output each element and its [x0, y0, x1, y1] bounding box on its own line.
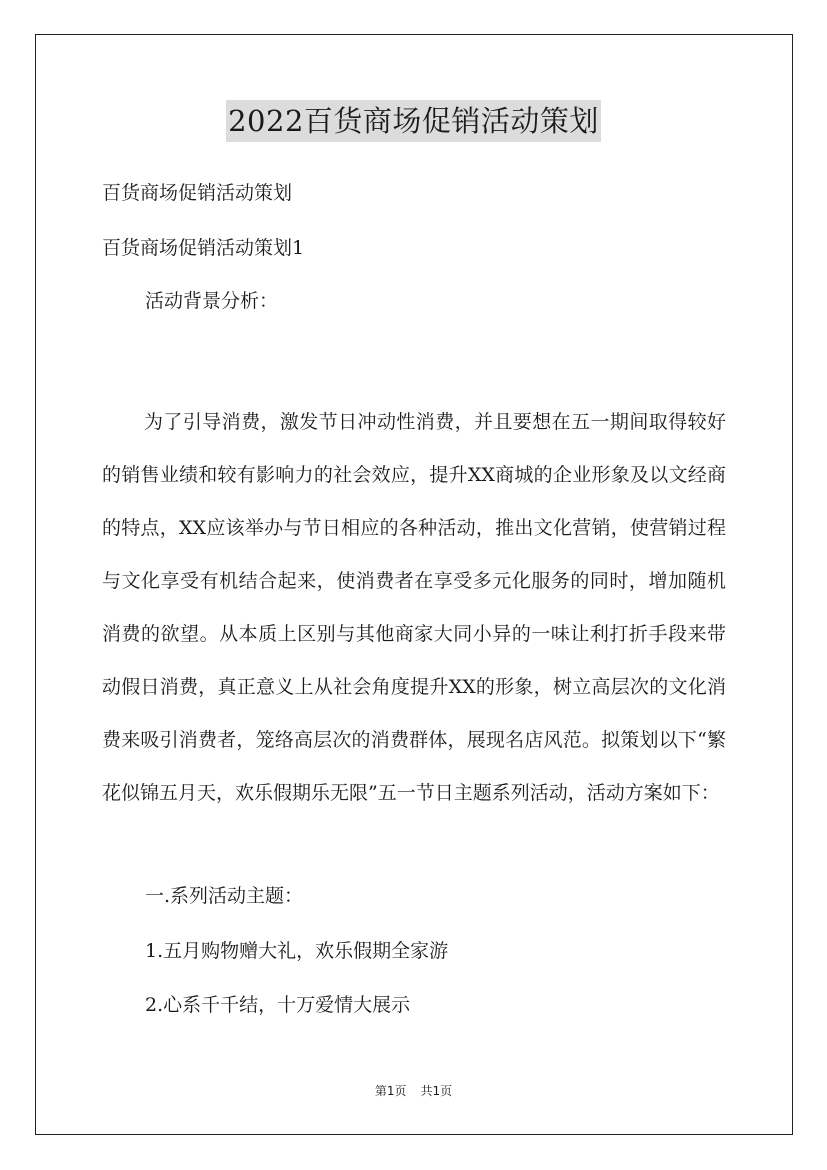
document-title: 2022百货商场促销活动策划 — [226, 100, 601, 142]
footer-page-total: 共1页 — [420, 1084, 453, 1098]
section-heading: 百货商场促销活动策划1 — [102, 237, 305, 259]
page-footer — [0, 1083, 827, 1099]
document-subtitle: 百货商场促销活动策划 — [102, 182, 293, 204]
list-item-2: 2.心系千千结，十万爱情大展示 — [145, 994, 411, 1016]
title-wrap — [0, 100, 827, 142]
list-heading: 一.系列活动主题： — [145, 885, 304, 907]
background-label: 活动背景分析： — [145, 290, 279, 312]
footer-page-current: 第1页 — [374, 1084, 407, 1098]
list-item-1: 1.五月购物赠大礼，欢乐假期全家游 — [145, 940, 449, 962]
body-paragraph: 为了引导消费，激发节日冲动性消费，并且要想在五一期间取得较好的销售业绩和较有影响力的社会效应，提升XX商城的企业形象及以文经商的特点，XX应该举办与节日相应的各种活动，推出文化营销，使营销过程与文化享受有机结合起来，使消费者在享受多元化服务的同时，增加随机消费的欲望。从本质上区别与其他商家大同小异的一味让利打折手段来带动假日消费，真正意义上从社会角度提升XX的形象，树立高层次的文化消费来吸引消费者，笼络高层次的消费群体，展现名店风范。拟策划以下“繁花似锦五月天，欢乐假期乐无限”五一节日主题系列活动，活动方案如下： — [102, 411, 726, 804]
